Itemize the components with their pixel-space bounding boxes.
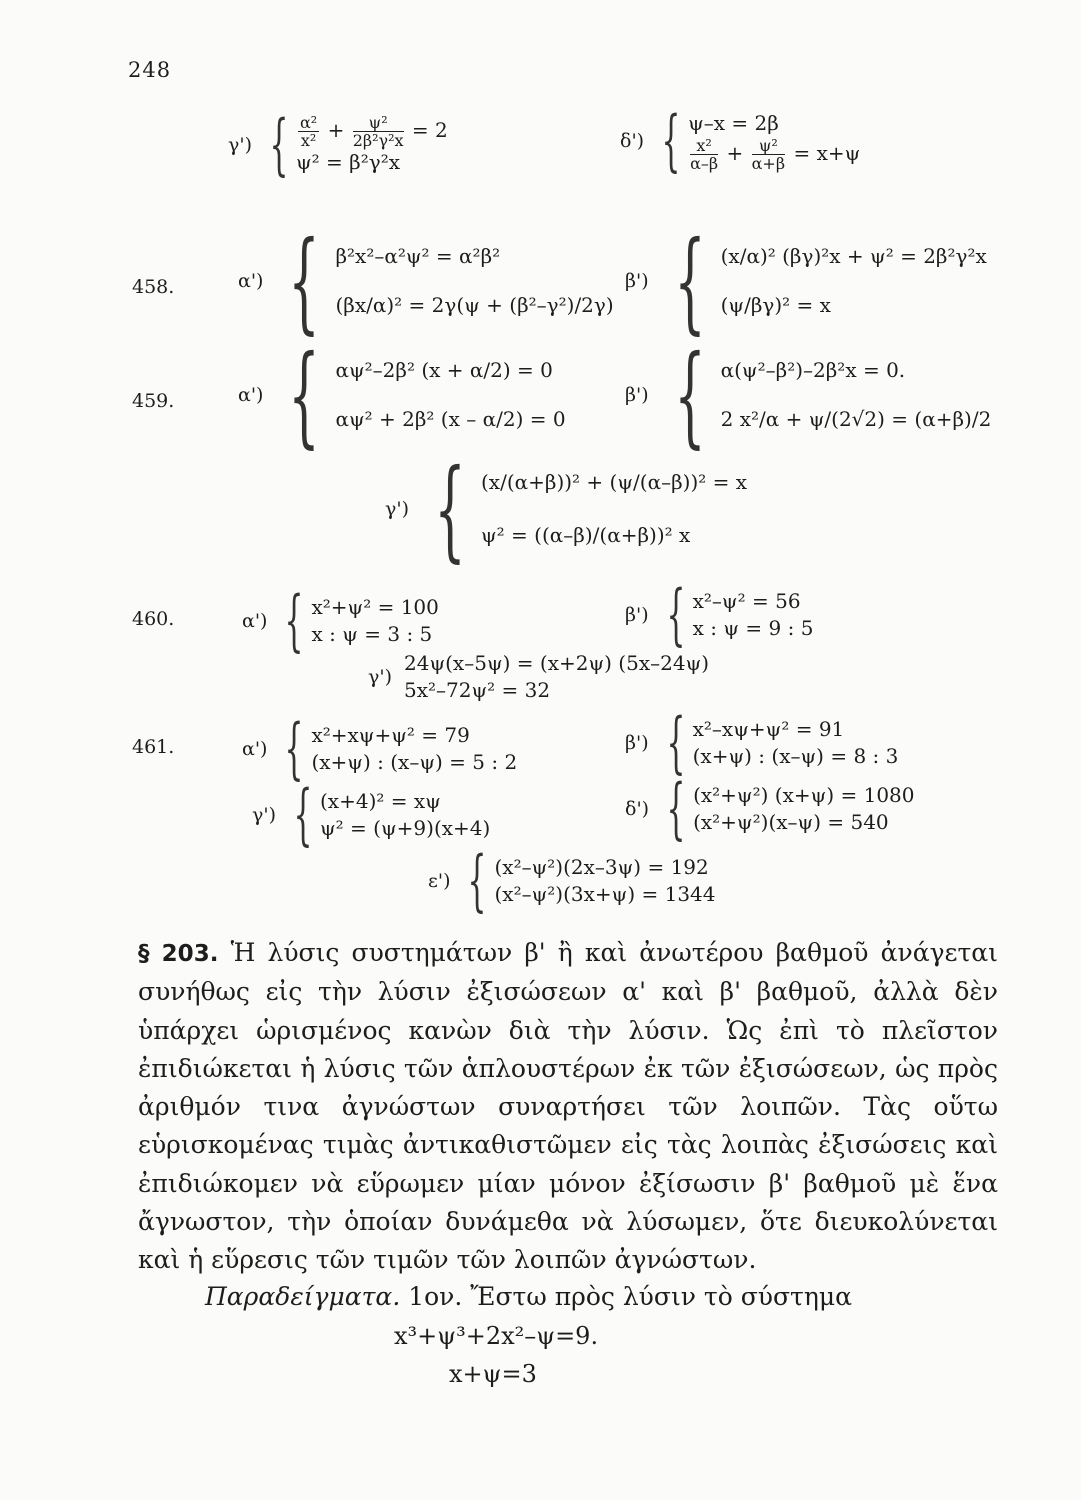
system-gamma-top xyxy=(228,106,448,183)
label: β') xyxy=(625,270,649,292)
label: α') xyxy=(238,384,264,406)
example-equation-1: x³+ψ³+2x²–ψ=9. xyxy=(394,1322,599,1350)
equation: 5x²–72ψ² = 32 xyxy=(404,678,551,702)
equation: ψ² = (ψ+9)(x+4) xyxy=(320,816,491,840)
brace: { xyxy=(288,331,321,459)
brace: { xyxy=(285,710,304,787)
brace: { xyxy=(673,217,706,345)
equation: αψ² + 2β² (x – α/2) = 0 xyxy=(335,407,566,431)
label: β') xyxy=(625,732,649,754)
system-459-beta xyxy=(625,331,992,459)
system-460-alpha xyxy=(242,582,439,659)
equation: (x+ψ) : (x–ψ) = 8 : 3 xyxy=(692,744,899,768)
system-460-gamma xyxy=(368,650,709,704)
equation: (x²+ψ²)(x–ψ) = 540 xyxy=(693,810,889,834)
equation: ψ–x = 2β xyxy=(688,111,779,135)
label: ε') xyxy=(428,870,451,892)
label: δ') xyxy=(620,130,645,152)
system-delta-top xyxy=(620,102,861,179)
equation: (x/(α+β))² + (ψ/(α–β))² = x xyxy=(481,470,748,494)
equation: (x+4)² = xψ xyxy=(320,789,441,813)
label: β') xyxy=(625,604,649,626)
example-equation-2: x+ψ=3 xyxy=(449,1360,537,1388)
system-461-alpha xyxy=(242,710,518,787)
label: α') xyxy=(238,270,264,292)
label: α') xyxy=(242,738,268,760)
section-text: Ἡ λύσις συστημάτων β' ἢ καὶ ἀνωτέρου βαθμοῦ ἀνάγεται συνήθως εἰς τὴν λύσιν ἐξισώσεων α' καὶ β' βαθμοῦ, ἀλλὰ δὲν ὑπάρχει ὡρισμένος κανὼν διὰ τὴν λύσιν. Ὡς ἐπὶ τὸ πλεῖστον ἐπιδιώκεται ἡ λύσις τῶν ἁπλουστέρων ἐκ τῶν ἐξισώσεων, ὡς πρὸς ἀριθμόν τινα ἀγνώστων συναρτήσει τῶν λοιπῶν. Τὰς οὕτω εὑρισκομένας τιμὰς ἀντικαθιστῶμεν εἰς τὰς λοιπὰς ἐξισώσεις καὶ ἐπιδιώκομεν νὰ εὕρωμεν μίαν μόνον ἐξίσωσιν β' βαθμοῦ μὲ ἕνα ἄγνωστον, τὴν ὁποίαν δυνάμεθα νὰ λύσωμεν, ὅτε διευκολύνεται καὶ ἡ εὕρεσις τῶν τιμῶν τῶν λοιπῶν ἀγνώστων. xyxy=(138,938,998,1275)
exercise-number: 460. xyxy=(132,608,175,630)
equation: x²–ψ² = 56 xyxy=(692,589,801,613)
brace: { xyxy=(269,106,289,183)
equation: x²–xψ+ψ² = 91 xyxy=(692,717,845,741)
brace: { xyxy=(468,842,487,919)
label: α') xyxy=(242,610,268,632)
brace: { xyxy=(666,704,686,781)
equation: x : ψ = 3 : 5 xyxy=(311,622,433,646)
brace: { xyxy=(434,445,466,573)
label: γ') xyxy=(252,804,276,826)
exercise-number: 458. xyxy=(132,276,175,298)
brace: { xyxy=(293,776,313,853)
equation: x²+xψ+ψ² = 79 xyxy=(311,723,470,747)
equation: αψ²–2β² (x + α/2) = 0 xyxy=(335,358,553,382)
system-461-gamma xyxy=(252,776,491,853)
brace: { xyxy=(673,331,706,459)
equation: (βx/α)² = 2γ(ψ + (β²–γ²)/2γ) xyxy=(335,293,614,317)
brace: { xyxy=(666,770,686,847)
equation: α(ψ²–β²)–2β²x = 0. xyxy=(720,358,906,382)
equation: (x²+ψ²) (x+ψ) = 1080 xyxy=(693,783,915,807)
section-203 xyxy=(138,934,998,1280)
equation: 24ψ(x–5ψ) = (x+2ψ) (5x–24ψ) xyxy=(404,651,710,675)
examples-intro: 1ον. Ἔστω πρὸς λύσιν τὸ σύστημα xyxy=(408,1282,852,1311)
equation: ψ² = β²γ²x xyxy=(296,150,401,174)
examples-line xyxy=(205,1282,852,1311)
brace: { xyxy=(666,576,686,653)
brace: { xyxy=(661,102,681,179)
equation: ψ² = ((α–β)/(α+β))² x xyxy=(481,523,691,547)
exercise-number: 459. xyxy=(132,390,175,412)
examples-title: Παραδείγματα. xyxy=(205,1282,401,1311)
equation: (x²–ψ²)(3x+ψ) = 1344 xyxy=(494,882,716,906)
system-461-beta xyxy=(625,704,899,781)
system-460-beta xyxy=(625,576,814,653)
system-461-delta xyxy=(625,770,915,847)
equation: 2 x²/α + ψ/(2√2) = (α+β)/2 xyxy=(720,407,992,431)
equation: (x+ψ) : (x–ψ) = 5 : 2 xyxy=(311,750,518,774)
label: δ') xyxy=(625,798,650,820)
system-458-beta xyxy=(625,217,987,345)
equation: x²+ψ² = 100 xyxy=(311,595,439,619)
exercise-number: 461. xyxy=(132,736,175,758)
page-number: 248 xyxy=(128,58,172,82)
system-458-alpha xyxy=(238,217,614,345)
brace: { xyxy=(288,217,321,345)
label: γ') xyxy=(368,666,392,688)
system-459-alpha xyxy=(238,331,566,459)
equation: x : ψ = 9 : 5 xyxy=(692,616,814,640)
equation: β²x²–α²ψ² = α²β² xyxy=(335,244,501,268)
system-461-epsilon xyxy=(428,842,716,919)
brace: { xyxy=(285,582,304,659)
label: γ') xyxy=(228,134,252,156)
equation: $\frac{\text{x²}}{\alpha-\beta}$ + $\frac{\text{ψ²}}{\alpha+\beta}$ = x+ψ xyxy=(690,136,861,173)
label: γ') xyxy=(385,498,409,520)
equation: $\frac{\text{α²}}{\text{x²}}$ + $\frac{\text{ψ²}}{\text{2β²γ²x}}$ = 2 xyxy=(300,113,448,150)
equation: (x/α)² (βγ)²x + ψ² = 2β²γ²x xyxy=(720,244,987,268)
equation: (ψ/βγ)² = x xyxy=(720,293,831,317)
equation: (x²–ψ²)(2x–3ψ) = 192 xyxy=(494,855,709,879)
label: β') xyxy=(625,384,649,406)
system-459-gamma xyxy=(385,445,748,573)
section-heading: § 203. xyxy=(138,941,219,967)
